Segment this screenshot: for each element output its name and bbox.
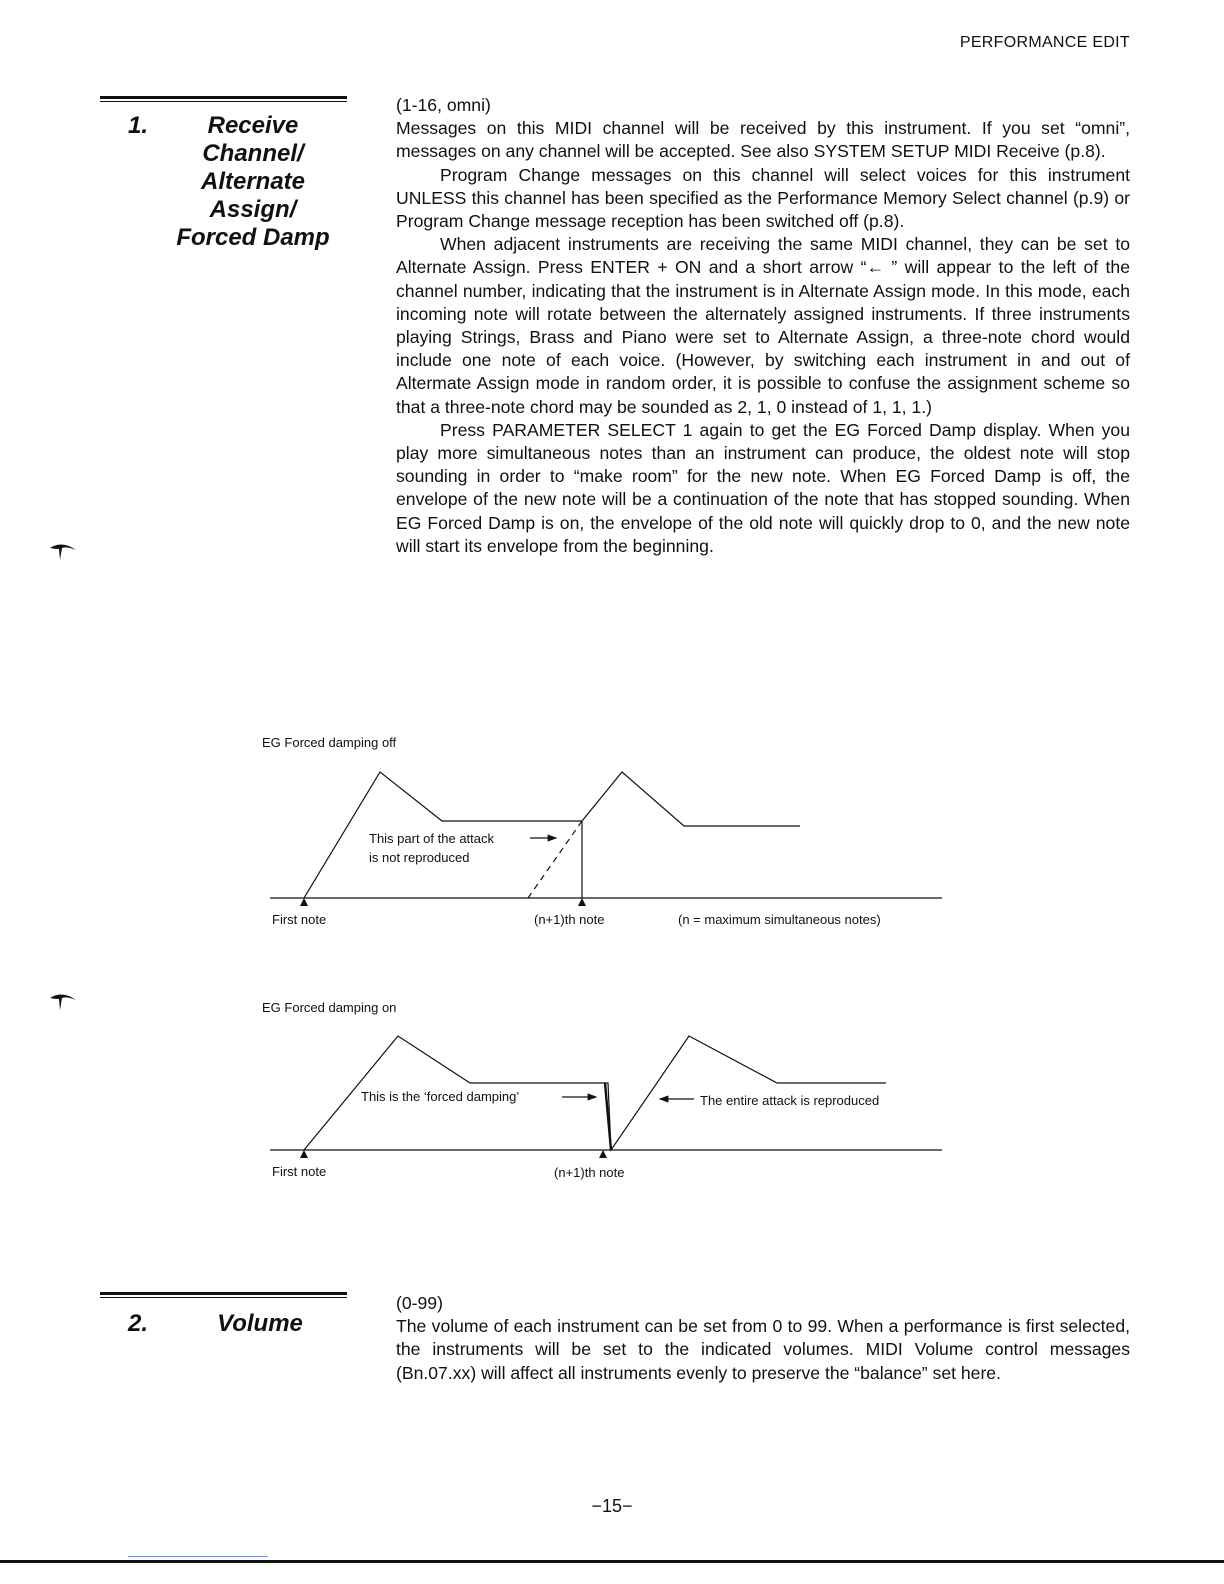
diagram-on-title: EG Forced damping on: [262, 1000, 397, 1015]
section-1-range: (1-16, omni): [396, 95, 491, 115]
section-2-number: 2.: [128, 1310, 149, 1337]
nth-note-label: (n+1)th note: [554, 1165, 625, 1180]
annotation-damping: This is the ‘forced damping’: [361, 1089, 520, 1104]
section-1-title-line: Receive: [207, 112, 299, 139]
section-1-title-line: Forced Damp: [176, 224, 330, 251]
section-1-title: [160, 112, 346, 252]
diagram-damping-off: [262, 735, 942, 927]
section-1-paragraph: When adjacent instruments are receiving the same MIDI channel, they can be set to Alternate Assign. Press ENTER + ON and a short arrow “← ” will appear to the left of the channel number, indicating that the instrument is in Alternate Assign mode. In this mode, each incoming note will rotate between the alternately assigned instruments. If three instruments playing Strings, Brass and Piano were set to Alternate Assign, a three-note chord would include one note of each voice. (However, by switching each instrument in and out of Altermate Assign mode in random order, it is possible to confuse the assignment scheme so that a three-note chord may be sounded as 2, 1, 0 instead of 1, 1, 1.): [396, 234, 1130, 417]
section-2-range: (0-99): [396, 1293, 443, 1313]
first-note-marker-icon: [300, 898, 308, 906]
section-1-title-line: Assign/: [209, 196, 297, 223]
nth-note-label: (n+1)th note: [534, 912, 605, 927]
annotation-attack: The entire attack is reproduced: [700, 1093, 880, 1108]
nth-note-marker-icon: [578, 898, 586, 906]
footnote-label: (n = maximum simultaneous notes): [678, 912, 881, 927]
section-1-number: 1.: [128, 112, 149, 139]
annotation-line: This part of the attack: [369, 831, 495, 846]
page-number: −15−: [591, 1496, 633, 1516]
margin-mark-icon: [48, 988, 78, 1012]
margin-mark-icon: [48, 538, 78, 562]
section-1-title-line: Alternate: [200, 168, 306, 195]
first-note-label: First note: [272, 1164, 327, 1179]
page-header: PERFORMANCE EDIT: [959, 34, 1130, 51]
section-1-rule: [100, 96, 347, 99]
section-1-title-line: Channel/: [202, 140, 304, 167]
unreproduced-attack-line: [528, 821, 582, 898]
section-1-body: [396, 94, 1130, 558]
diagram-off-title: EG Forced damping off: [262, 735, 397, 750]
section-2-body: [396, 1292, 1130, 1385]
section-2-title: [170, 1310, 350, 1338]
section-2-title-line: Volume: [217, 1310, 303, 1337]
eg-damping-diagrams: [256, 730, 956, 1190]
section-1-paragraph: Messages on this MIDI channel will be received by this instrument. If you set “omni”, messages on any channel will be accepted. See also SYSTEM SETUP MIDI Receive (p.8).: [396, 118, 1130, 162]
scan-edge-mark: [128, 1556, 268, 1557]
section-1-paragraph: Program Change messages on this channel will select voices for this instrument UNLESS this channel has been specified as the Performance Memory Select channel (p.9) or Program Change message reception has been switched off (p.8).: [396, 164, 1130, 232]
section-2-paragraph: The volume of each instrument can be set from 0 to 99. When a performance is first selected, the instruments will be set to the indicated volumes. MIDI Volume control messages (Bn.07.xx) will affect all instruments evenly to preserve the “balance” set here.: [396, 1316, 1130, 1383]
diagram-damping-on: [262, 1000, 942, 1180]
section-1-paragraph: Press PARAMETER SELECT 1 again to get the EG Forced Damp display. When you play more simultaneous notes than an instrument can produce, the oldest note will stop sounding in order to “make room” for the new note. When EG Forced Damp is off, the envelope of the new note will be a continuation of the note that has stopped sounding. When EG Forced Damp is on, the envelope of the old note will quickly drop to 0, and the new note will start its envelope from the beginning.: [396, 419, 1130, 556]
annotation-line: is not reproduced: [369, 850, 470, 865]
first-note-label: First note: [272, 912, 327, 927]
section-2-rule: [100, 1292, 347, 1295]
page-bottom-edge: [0, 1560, 1224, 1563]
first-note-marker-icon: [300, 1150, 308, 1158]
nth-note-marker-icon: [599, 1150, 607, 1158]
